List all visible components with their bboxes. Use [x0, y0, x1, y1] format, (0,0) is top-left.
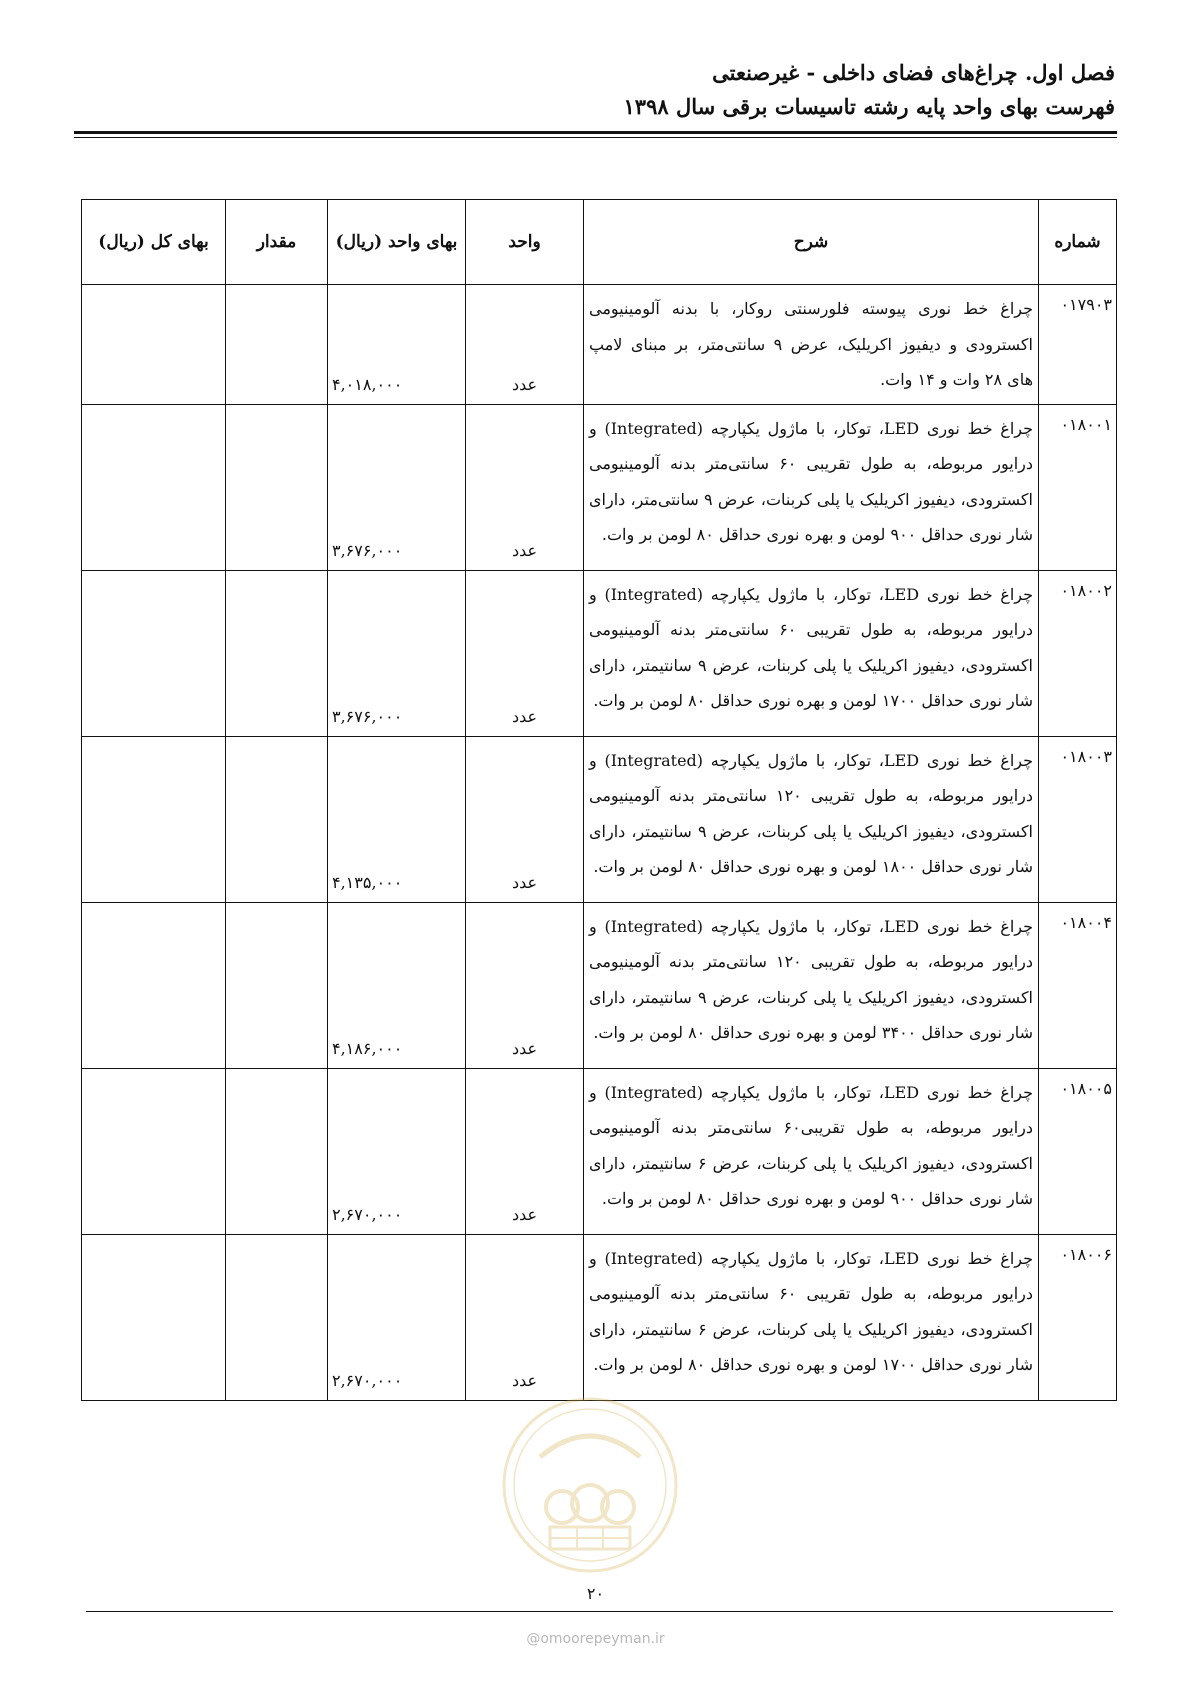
item-unit: عدد — [466, 570, 584, 736]
column-header-code: شماره — [1039, 200, 1117, 285]
item-unit-price: ۴,۱۳۵,۰۰۰ — [328, 736, 466, 902]
item-total-price — [82, 285, 226, 405]
chapter-title: فصل اول. چراغ‌های فضای داخلی - غیرصنعتی — [712, 60, 1115, 85]
item-code: ۰۱۸۰۰۲ — [1039, 570, 1117, 736]
column-header-unit-price: بهای واحد (ریال) — [328, 200, 466, 285]
item-unit: عدد — [466, 1234, 584, 1400]
table-row — [82, 1068, 1117, 1234]
item-quantity — [226, 570, 328, 736]
item-total-price — [82, 1068, 226, 1234]
table-row — [82, 404, 1117, 570]
column-header-total-price: بهای کل (ریال) — [82, 200, 226, 285]
item-description: چراغ خط نوری LED، توکار، با ماژول یکپارچه (Integrated) و درایور مربوطه، به طول تقریبی ۱۲۰ سانتی‌متر بدنه آلومینیومی اکسترودی، دیفیوز اکریلیک یا پلی کربنات، عرض ۹ سانتیمتر، دارای شار نوری حداقل ۱۸۰۰ لومن و بهره نوری حداقل ۸۰ لومن بر وات. — [584, 736, 1039, 902]
table-row — [82, 285, 1117, 405]
item-code: ۰۱۸۰۰۴ — [1039, 902, 1117, 1068]
item-unit-price: ۲,۶۷۰,۰۰۰ — [328, 1068, 466, 1234]
table-header-row — [82, 200, 1117, 285]
item-description: چراغ خط نوری LED، توکار، با ماژول یکپارچه (Integrated) و درایور مربوطه، به طول تقریبی۶۰ سانتی‌متر بدنه آلومینیومی اکسترودی، دیفیوز اکریلیک یا پلی کربنات، عرض ۶ سانتیمتر، دارای شار نوری حداقل ۹۰۰ لومن و بهره نوری حداقل ۸۰ لومن بر وات. — [584, 1068, 1039, 1234]
page-header — [76, 56, 1115, 124]
item-description: چراغ خط نوری LED، توکار، با ماژول یکپارچه (Integrated) و درایور مربوطه، به طول تقریبی ۱۲۰ سانتی‌متر بدنه آلومینیومی اکسترودی، دیفیوز اکریلیک یا پلی کربنات، عرض ۹ سانتیمتر، دارای شار نوری حداقل ۳۴۰۰ لومن و بهره نوری حداقل ۸۰ لومن بر وات. — [584, 902, 1039, 1068]
column-header-unit: واحد — [466, 200, 584, 285]
item-description: چراغ خط نوری LED، توکار، با ماژول یکپارچه (Integrated) و درایور مربوطه، به طول تقریبی ۶۰ سانتی‌متر بدنه آلومینیومی اکسترودی، دیفیوز اکریلیک یا پلی کربنات، عرض ۹ سانتی‌متر، دارای شار نوری حداقل ۹۰۰ لومن و بهره نوری حداقل ۸۰ لومن بر وات. — [584, 404, 1039, 570]
item-unit-price: ۴,۱۸۶,۰۰۰ — [328, 902, 466, 1068]
item-unit: عدد — [466, 404, 584, 570]
item-unit-price: ۳,۶۷۶,۰۰۰ — [328, 404, 466, 570]
item-quantity — [226, 404, 328, 570]
website-watermark: @omoorepeyman.ir — [526, 1631, 665, 1647]
item-quantity — [226, 1068, 328, 1234]
item-quantity — [226, 1234, 328, 1400]
item-unit: عدد — [466, 285, 584, 405]
item-total-price — [82, 570, 226, 736]
item-description: چراغ خط نوری پیوسته فلورسنتی روکار، با بدنه آلومینیومی اکسترودی و دیفیوز اکریلیک، عرض ۹ سانتی‌متر، بر مبنای لامپ های ۲۸ وات و ۱۴ وات. — [584, 285, 1039, 405]
item-total-price — [82, 902, 226, 1068]
item-unit: عدد — [466, 902, 584, 1068]
item-total-price — [82, 1234, 226, 1400]
footer-rule — [86, 1611, 1113, 1612]
price-table — [81, 199, 1117, 1401]
item-code: ۰۱۸۰۰۵ — [1039, 1068, 1117, 1234]
item-quantity — [226, 736, 328, 902]
item-unit: عدد — [466, 1068, 584, 1234]
item-code: ۰۱۷۹۰۳ — [1039, 285, 1117, 405]
header-rule-thick — [74, 131, 1117, 134]
column-header-description: شرح — [584, 200, 1039, 285]
table-row — [82, 736, 1117, 902]
item-quantity — [226, 902, 328, 1068]
table-row — [82, 570, 1117, 736]
page-number: ۲۰ — [586, 1584, 605, 1603]
item-unit-price: ۳,۶۷۶,۰۰۰ — [328, 570, 466, 736]
item-unit-price: ۲,۶۷۰,۰۰۰ — [328, 1234, 466, 1400]
item-unit-price: ۴,۰۱۸,۰۰۰ — [328, 285, 466, 405]
item-description: چراغ خط نوری LED، توکار، با ماژول یکپارچه (Integrated) و درایور مربوطه، به طول تقریبی ۶۰ سانتی‌متر بدنه آلومینیومی اکسترودی، دیفیوز اکریلیک یا پلی کربنات، عرض ۶ سانتیمتر، دارای شار نوری حداقل ۱۷۰۰ لومن و بهره نوری حداقل ۸۰ لومن بر وات. — [584, 1234, 1039, 1400]
item-description: چراغ خط نوری LED، توکار، با ماژول یکپارچه (Integrated) و درایور مربوطه، به طول تقریبی ۶۰ سانتی‌متر بدنه آلومینیومی اکسترودی، دیفیوز اکریلیک یا پلی کربنات، عرض ۹ سانتیمتر، دارای شار نوری حداقل ۱۷۰۰ لومن و بهره نوری حداقل ۸۰ لومن بر وات. — [584, 570, 1039, 736]
column-header-quantity: مقدار — [226, 200, 328, 285]
table-row — [82, 1234, 1117, 1400]
item-code: ۰۱۸۰۰۶ — [1039, 1234, 1117, 1400]
item-code: ۰۱۸۰۰۳ — [1039, 736, 1117, 902]
watermark-seal-logo — [500, 1395, 680, 1575]
item-unit: عدد — [466, 736, 584, 902]
item-total-price — [82, 736, 226, 902]
item-quantity — [226, 285, 328, 405]
item-code: ۰۱۸۰۰۱ — [1039, 404, 1117, 570]
document-title: فهرست بهای واحد پایه رشته تاسیسات برقی سال ۱۳۹۸ — [623, 94, 1115, 119]
header-rule-thin — [74, 137, 1117, 138]
table-row — [82, 902, 1117, 1068]
item-total-price — [82, 404, 226, 570]
